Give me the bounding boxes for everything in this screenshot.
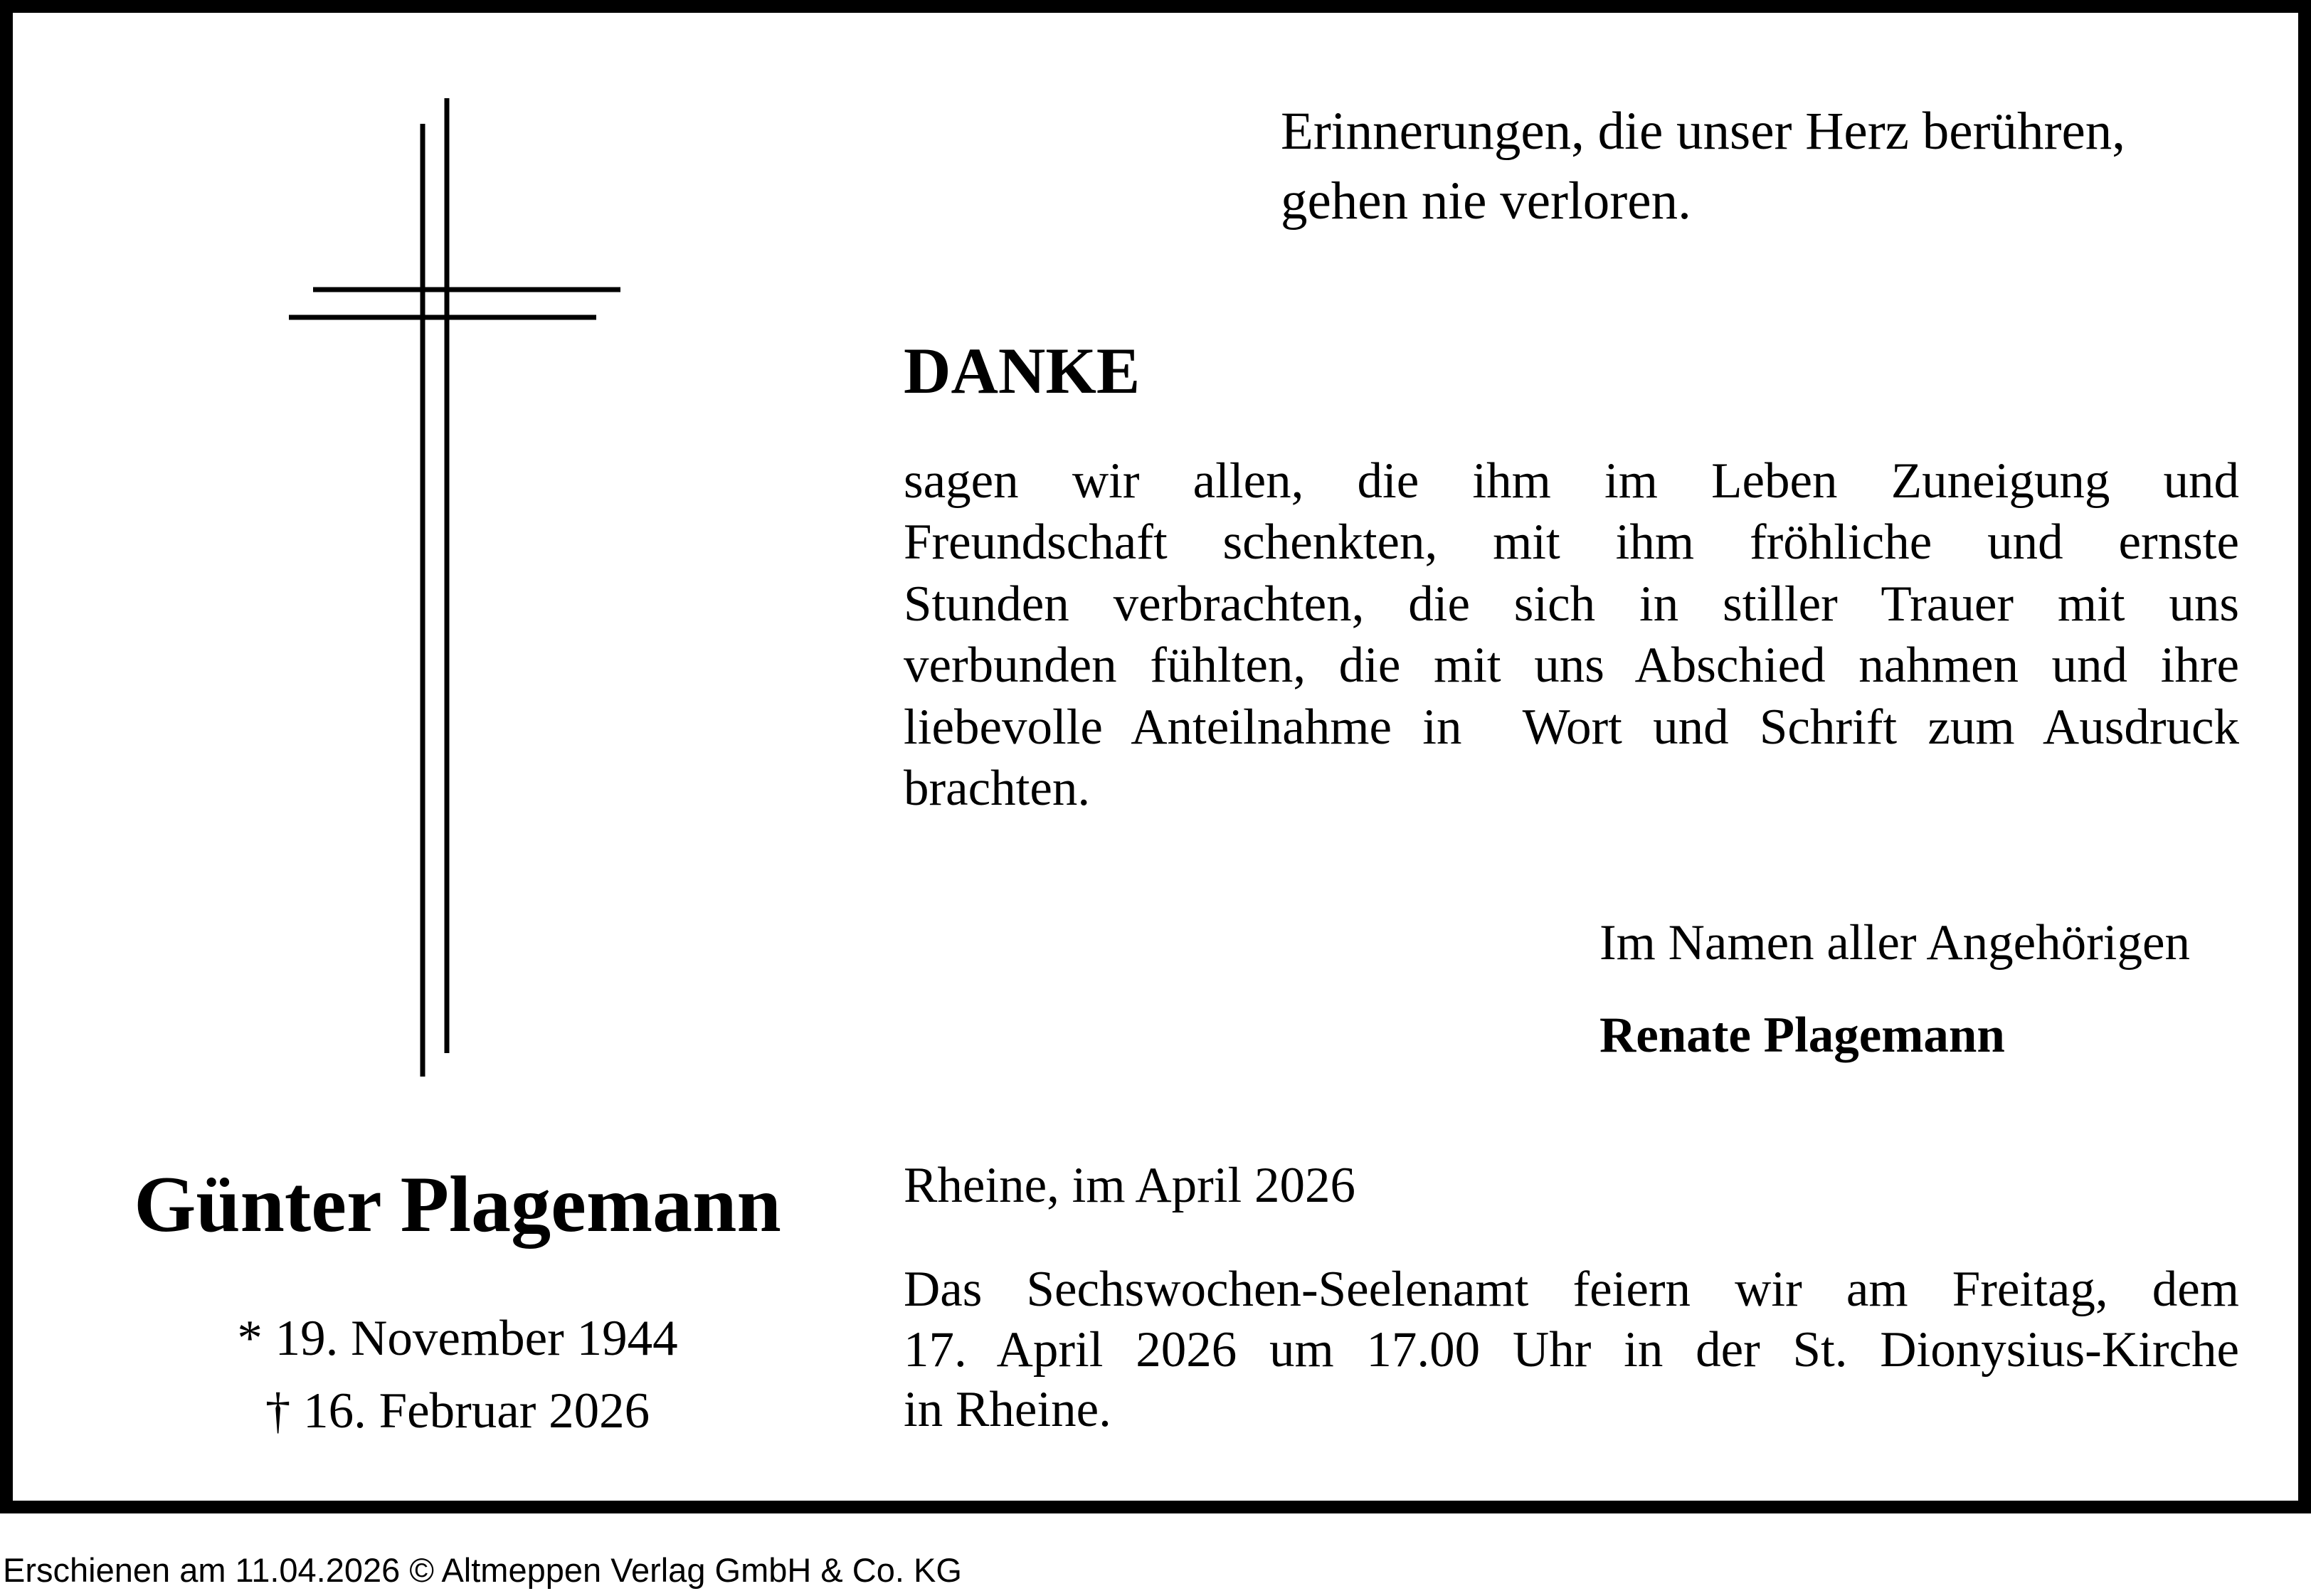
memorial-mass-paragraph xyxy=(904,1259,2239,1440)
thanks-line: liebevolle Anteilnahme in Wort und Schrift zum Ausdruck xyxy=(904,699,2239,755)
place-date: Rheine, im April 2026 xyxy=(904,1158,1356,1213)
thanks-heading: DANKE xyxy=(904,334,1141,407)
signature-intro: Im Namen aller Angehörigen xyxy=(1599,915,2191,971)
thanks-line: sagen wir allen, die ihm im Leben Zuneigung und xyxy=(904,453,2239,509)
thanks-paragraph xyxy=(904,450,2239,819)
mass-line: in Rheine. xyxy=(904,1382,1111,1438)
thanks-line: Stunden verbrachten, die sich in stiller Trauer mit uns xyxy=(904,576,2239,632)
mass-line: Das Sechswochen-Seelenamt feiern wir am Freitag, dem xyxy=(904,1262,2239,1317)
thanks-line: brachten. xyxy=(904,761,1091,817)
thanks-line: Freundschaft schenkten, mit ihm fröhliche und ernste xyxy=(904,514,2239,571)
thanks-line: verbunden fühlten, die mit uns Abschied nahmen und ihre xyxy=(904,638,2239,694)
publication-footer: Erschienen am 11.04.2026 © Altmeppen Verlag GmbH & Co. KG xyxy=(3,1551,962,1589)
deceased-name: Günter Plagemann xyxy=(134,1161,781,1249)
signature-name: Renate Plagemann xyxy=(1599,1008,2005,1063)
birth-date: * 19. November 1944 xyxy=(237,1311,678,1366)
memorial-quote xyxy=(1281,97,2248,236)
quote-line: gehen nie verloren. xyxy=(1281,171,1691,231)
cross-icon xyxy=(276,98,632,1080)
mass-line: 17. April 2026 um 17.00 Uhr in der St. Dionysius-Kirche xyxy=(904,1321,2239,1378)
death-date: † 16. Februar 2026 xyxy=(265,1383,650,1439)
quote-line: Erinnerungen, die unser Herz berühren, xyxy=(1281,102,2125,161)
